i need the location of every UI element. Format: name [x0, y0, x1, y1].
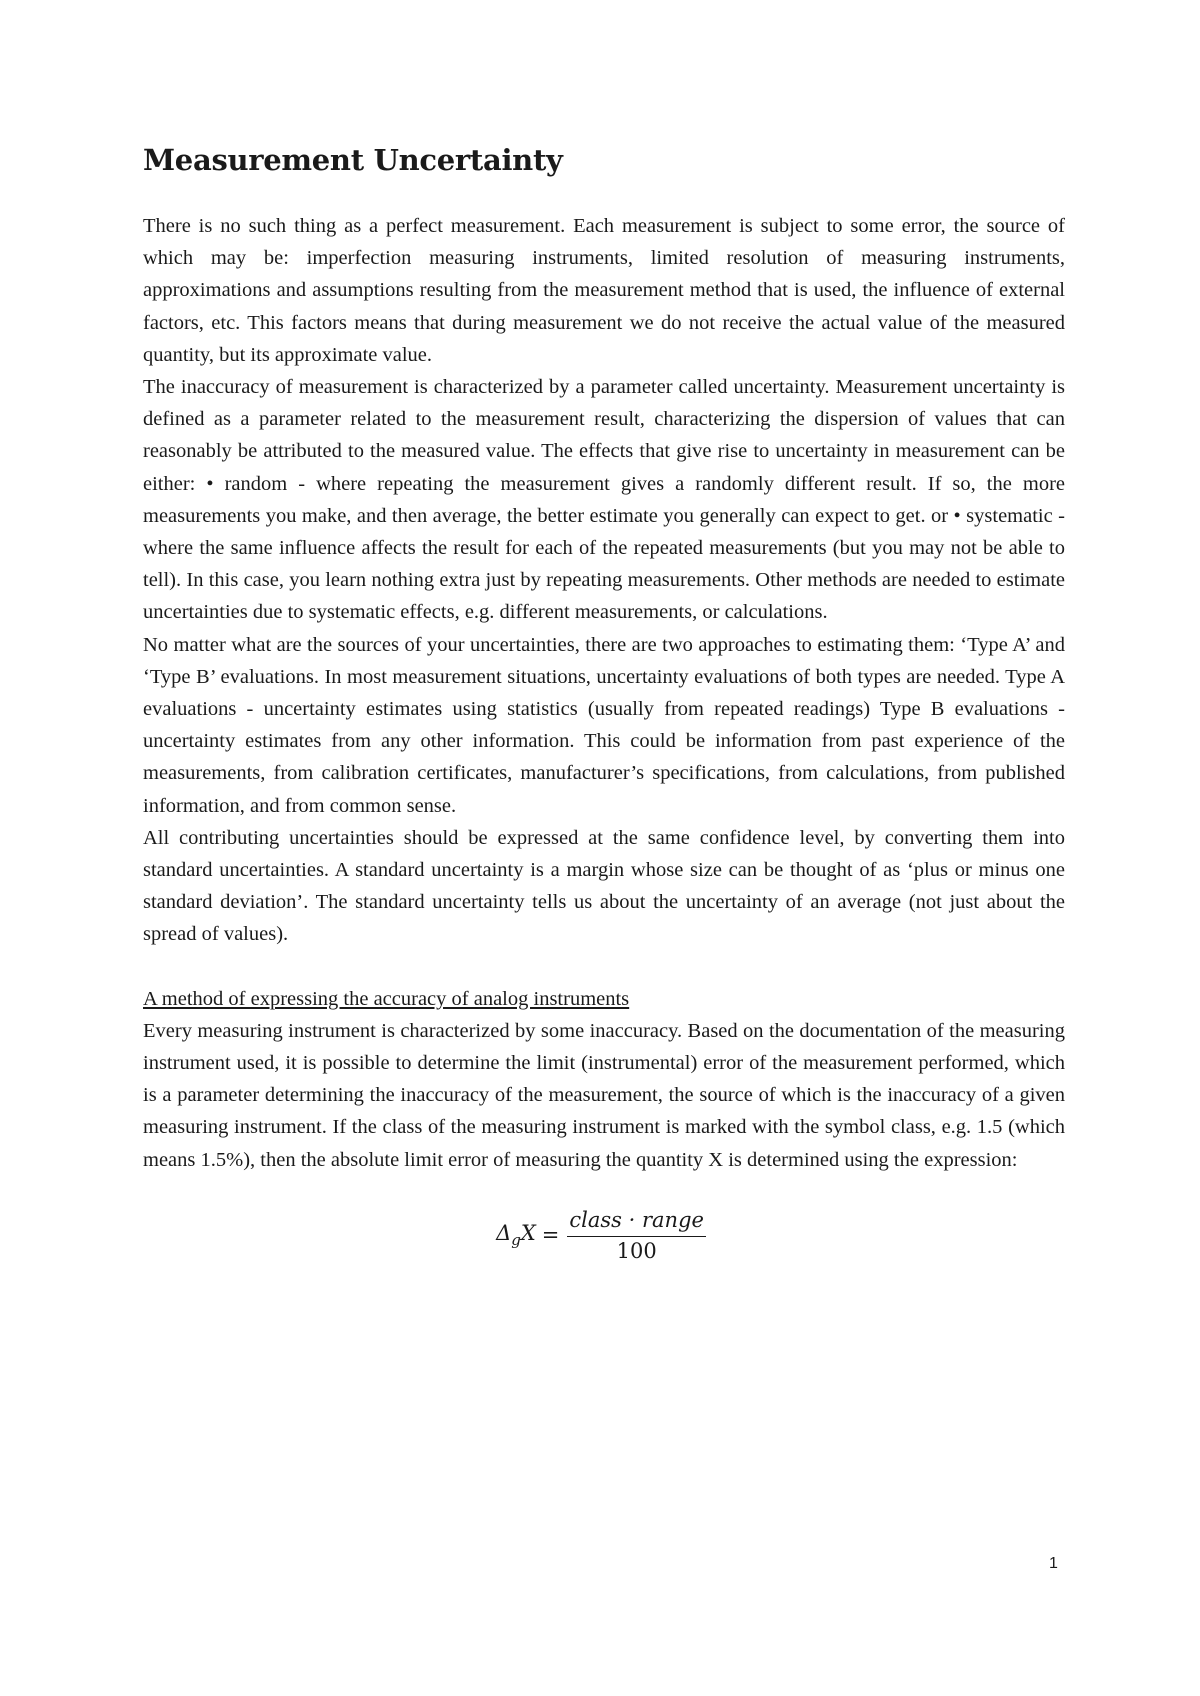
paragraph-inaccuracy: The inaccuracy of measurement is characterized by a parameter called uncertainty. Measurement uncertainty is defined as a parameter related to the measurement result, characterizing the dispersion of values that can reasonably be attributed to the measured value. The effects that give rise to uncertainty in measurement can be either: • random - where repeating the measurement gives a randomly different result. If so, the more measurements you make, and then average, the better estimate you generally can expect to get. or • systematic - where the same influence affects the result for each of the repeated measurements (but you may not be able to tell). In this case, you learn nothing extra just by repeating measurements. Other methods are needed to estimate uncertainties due to systematic effects, e.g. different measurements, or calculations.: [143, 376, 1065, 624]
formula-subscript: g: [511, 1231, 521, 1250]
page-number: 1: [1049, 1555, 1058, 1572]
formula-fraction: [567, 1208, 706, 1263]
formula-denominator: 100: [616, 1238, 657, 1263]
paragraph-evaluation-types: No matter what are the sources of your uncertainties, there are two approaches to estimating them: ‘Type A’ and ‘Type B’ evaluations. In most measurement situations, uncertainty evaluations of both types are needed. Type A evaluations - uncertainty estimates using statistics (usually from repeated readings) Type B evaluations - uncertainty estimates from any other information. This could be information from past experience of the measurements, from calibration certificates, manufacturer’s specifications, from calculations, from published information, and from common sense.: [143, 633, 1065, 817]
paragraph-analog-accuracy: Every measuring instrument is characterized by some inaccuracy. Based on the documentation of the measuring instrument used, it is possible to determine the limit (instrumental) error of the measurement performed, which is a parameter determining the inaccuracy of the measurement, the source of which is the inaccuracy of a given measuring instrument. If the class of the measuring instrument is marked with the symbol class, e.g. 1.5 (which means 1.5%), then the absolute limit error of measuring the quantity X is determined using the expression:: [143, 1019, 1065, 1171]
formula-lhs: [496, 1221, 536, 1249]
paragraph-intro: There is no such thing as a perfect measurement. Each measurement is subject to some error, the source of which may be: imperfection measuring instruments, limited resolution of measuring instruments, approximations and assumptions resulting from the measurement method that is used, the influence of external factors, etc. This factors means that during measurement we do not receive the actual value of the measured quantity, but its approximate value.: [143, 215, 1065, 366]
paragraph-spacer: [143, 951, 1065, 983]
formula-variable: X: [520, 1221, 536, 1246]
formula-delta: Δ: [496, 1221, 512, 1246]
section-heading: A method of expressing the accuracy of analog instruments: [143, 987, 630, 1010]
document-title: Measurement Uncertainty: [143, 143, 563, 177]
formula-equals: =: [541, 1223, 560, 1248]
document-page: [143, 140, 1065, 1263]
formula-numerator: class · range: [567, 1208, 706, 1237]
paragraph-standard-uncertainty: All contributing uncertainties should be expressed at the same confidence level, by converting them into standard uncertainties. A standard uncertainty is a margin whose size can be thought of as ‘plus or minus one standard deviation’. The standard uncertainty tells us about the uncertainty of an average (not just about the spread of values).: [143, 826, 1065, 946]
limit-error-formula: [143, 1208, 1065, 1263]
